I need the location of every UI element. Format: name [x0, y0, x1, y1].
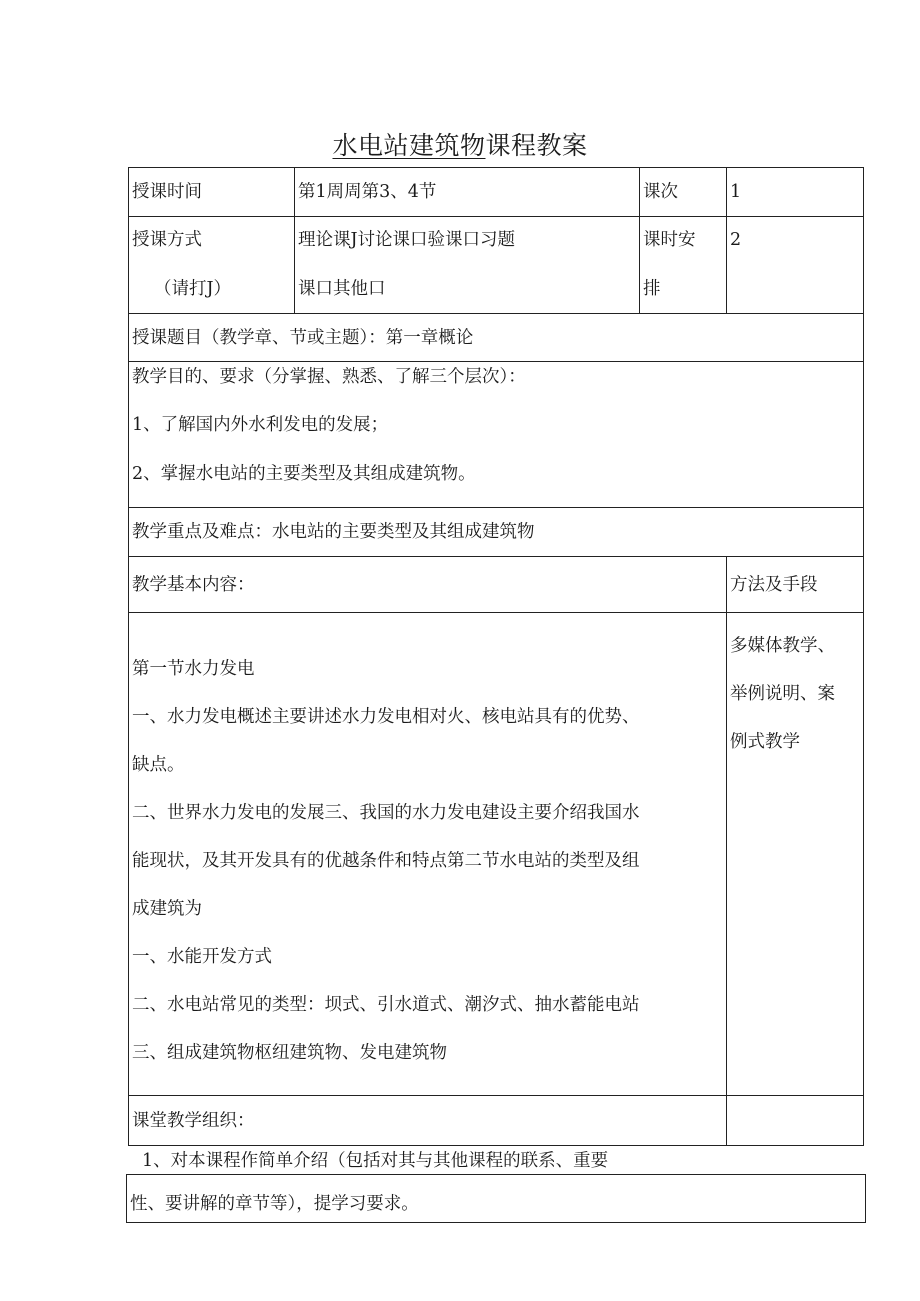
grid-line — [128, 167, 129, 1146]
method-line: 多媒体教学、 — [730, 636, 835, 656]
grid-line — [865, 1174, 866, 1223]
teaching-method-label: 授课方式 — [132, 230, 202, 250]
grid-line — [639, 167, 640, 313]
teaching-method-options-line1: 理论课J讨论课口验课口习题 — [298, 230, 516, 250]
class-organization-label: 课堂教学组织： — [132, 1111, 255, 1131]
teaching-time-value: 第1周周第3、4节 — [298, 182, 437, 202]
content-line: 缺点。 — [132, 755, 185, 775]
teaching-method-options-line2: 课口其他口 — [298, 279, 386, 299]
method-line: 举例说明、案 — [730, 684, 835, 704]
content-line: 二、水电站常见的类型：坝式、引水道式、潮汐式、抽水蓄能电站 — [132, 995, 640, 1015]
teaching-method-hint: （请打J） — [154, 279, 232, 299]
content-header: 教学基本内容： — [132, 575, 255, 595]
organization-item-line2: 性、要讲解的章节等），提学习要求。 — [130, 1194, 419, 1214]
content-line: 能现状，及其开发具有的优越条件和特点第二节水电站的类型及组 — [132, 851, 640, 871]
title-suffix: 课程教案 — [485, 131, 588, 160]
grid-line — [126, 1174, 127, 1223]
teaching-time-label: 授课时间 — [132, 182, 202, 202]
grid-line — [128, 1095, 864, 1096]
class-hours-label-line1: 课时安 — [643, 230, 696, 250]
class-hours-label-line2: 排 — [643, 279, 661, 299]
grid-line — [726, 167, 727, 313]
grid-line — [128, 167, 864, 168]
grid-line — [294, 167, 295, 313]
session-label: 课次 — [643, 182, 678, 202]
objective-item: 2、掌握水电站的主要类型及其组成建筑物。 — [132, 464, 476, 484]
content-line: 三、组成建筑物枢纽建筑物、发电建筑物 — [132, 1043, 447, 1063]
objective-item: 1、了解国内外水利发电的发展； — [132, 415, 389, 435]
objectives-title: 教学目的、要求（分掌握、熟悉、了解三个层次）： — [132, 367, 526, 387]
content-line: 一、水能开发方式 — [132, 947, 272, 967]
organization-item-line1: 1、对本课程作简单介绍（包括对其与其他课程的联系、重要 — [142, 1151, 609, 1171]
page-title — [0, 126, 920, 162]
content-line: 第一节水力发电 — [132, 659, 255, 679]
method-line: 例式教学 — [730, 732, 800, 752]
session-value: 1 — [730, 182, 742, 202]
grid-line — [863, 167, 864, 1146]
content-line: 成建筑为 — [132, 899, 202, 919]
class-hours-value: 2 — [730, 230, 742, 250]
lesson-topic: 授课题目（教学章、节或主题）：第一章概论 — [132, 328, 474, 348]
methods-header: 方法及手段 — [730, 575, 818, 595]
content-line: 一、水力发电概述主要讲述水力发电相对火、核电站具有的优势、 — [132, 707, 640, 727]
key-points: 教学重点及难点：水电站的主要类型及其组成建筑物 — [132, 522, 535, 542]
title-course-name: 水电站建筑物 — [332, 131, 486, 160]
content-line: 二、世界水力发电的发展三、我国的水力发电建设主要介绍我国水 — [132, 803, 640, 823]
grid-line — [128, 612, 864, 613]
grid-line — [726, 556, 727, 1145]
grid-line — [128, 556, 864, 557]
